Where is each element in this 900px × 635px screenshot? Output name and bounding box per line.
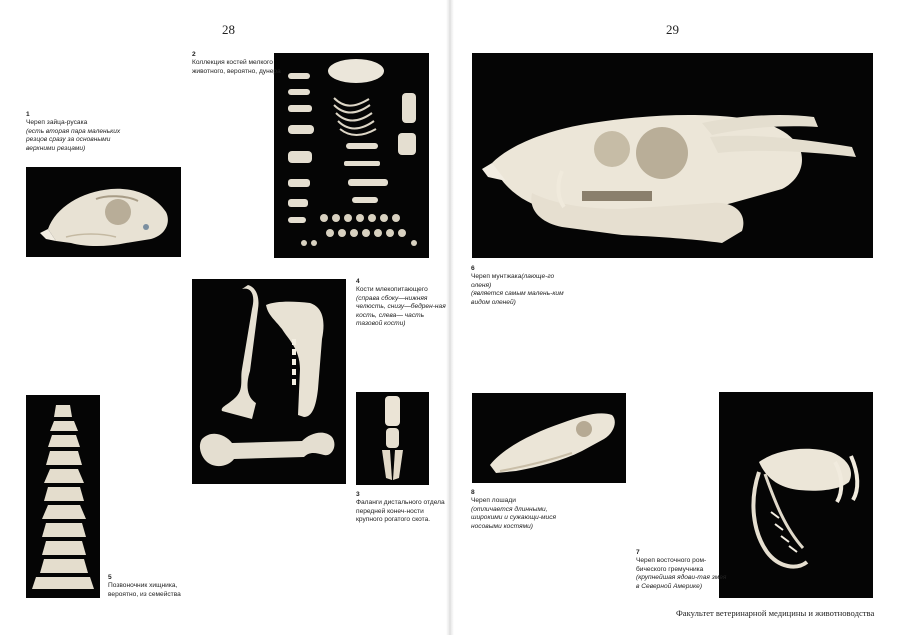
photo-predator-spine — [26, 395, 100, 598]
bone-collection-image — [274, 53, 429, 258]
photo-horse-skull — [472, 393, 626, 483]
caption-number: 8 — [471, 489, 475, 496]
caption-title: Фаланги дистального отдела передней конеч-ности крупного рогатого скота. — [356, 499, 445, 524]
caption-title: Череп лошади — [471, 497, 516, 505]
photo-bone-collection — [274, 53, 429, 258]
caption-note: (есть вторая пара маленьких резцов сразу за основными верхними резцами) — [26, 127, 121, 152]
muntjac-skull-image — [472, 53, 873, 258]
caption-6 — [471, 265, 566, 307]
caption-title: Коллекция костей мелкого животного, вероятно, дунера — [192, 59, 281, 75]
caption-title: Кости млекопитающего — [356, 286, 428, 294]
caption-8 — [471, 489, 566, 531]
caption-note: (справа сбоку—нижняя челюсть, снизу—бедрен-ная кость, слева— часть тазовой кости) — [356, 294, 446, 328]
caption-number: 5 — [108, 574, 112, 581]
phalanges-image — [356, 392, 429, 485]
caption-number: 1 — [26, 111, 30, 118]
caption-title: Череп зайца-русака — [26, 119, 88, 127]
caption-note: (является самым малень-ким видом оленей) — [471, 290, 564, 306]
predator-spine-image — [26, 395, 100, 598]
caption-3 — [356, 491, 451, 525]
mammal-bones-image — [192, 279, 346, 484]
caption-number: 3 — [356, 491, 360, 498]
photo-rattlesnake-skull — [719, 392, 873, 598]
caption-5 — [108, 574, 203, 599]
photo-muntjac-skull — [472, 53, 873, 258]
page-number-left: 28 — [222, 22, 235, 37]
hare-skull-image — [26, 167, 181, 257]
caption-7 — [636, 549, 731, 591]
running-footer: Факультет ветеринарной медицины и животноводства — [676, 608, 875, 618]
caption-title: Позвоночник хищника, вероятно, из семейства — [108, 582, 181, 598]
photo-mammal-bones — [192, 279, 346, 484]
caption-1 — [26, 111, 121, 153]
rattlesnake-skull-image — [719, 392, 873, 598]
caption-number: 4 — [356, 278, 360, 285]
caption-number: 2 — [192, 51, 196, 58]
horse-skull-image — [472, 393, 626, 483]
caption-2 — [192, 51, 287, 76]
caption-number: 6 — [471, 265, 475, 272]
caption-number: 7 — [636, 549, 640, 556]
page-number-right: 29 — [666, 22, 679, 37]
caption-title: Череп мунтжака(лающе-го оленя) — [471, 273, 555, 289]
caption-title: Череп восточного ром-бического гремучника — [636, 557, 707, 573]
photo-phalanges — [356, 392, 429, 485]
caption-note: (отличается длинными, широкими и сужающи-мися носовыми костями) — [471, 505, 557, 530]
photo-hare-skull — [26, 167, 181, 257]
caption-4 — [356, 278, 451, 328]
caption-note: (крупнейшая ядови-тая змея в Северной Америке) — [636, 574, 727, 590]
